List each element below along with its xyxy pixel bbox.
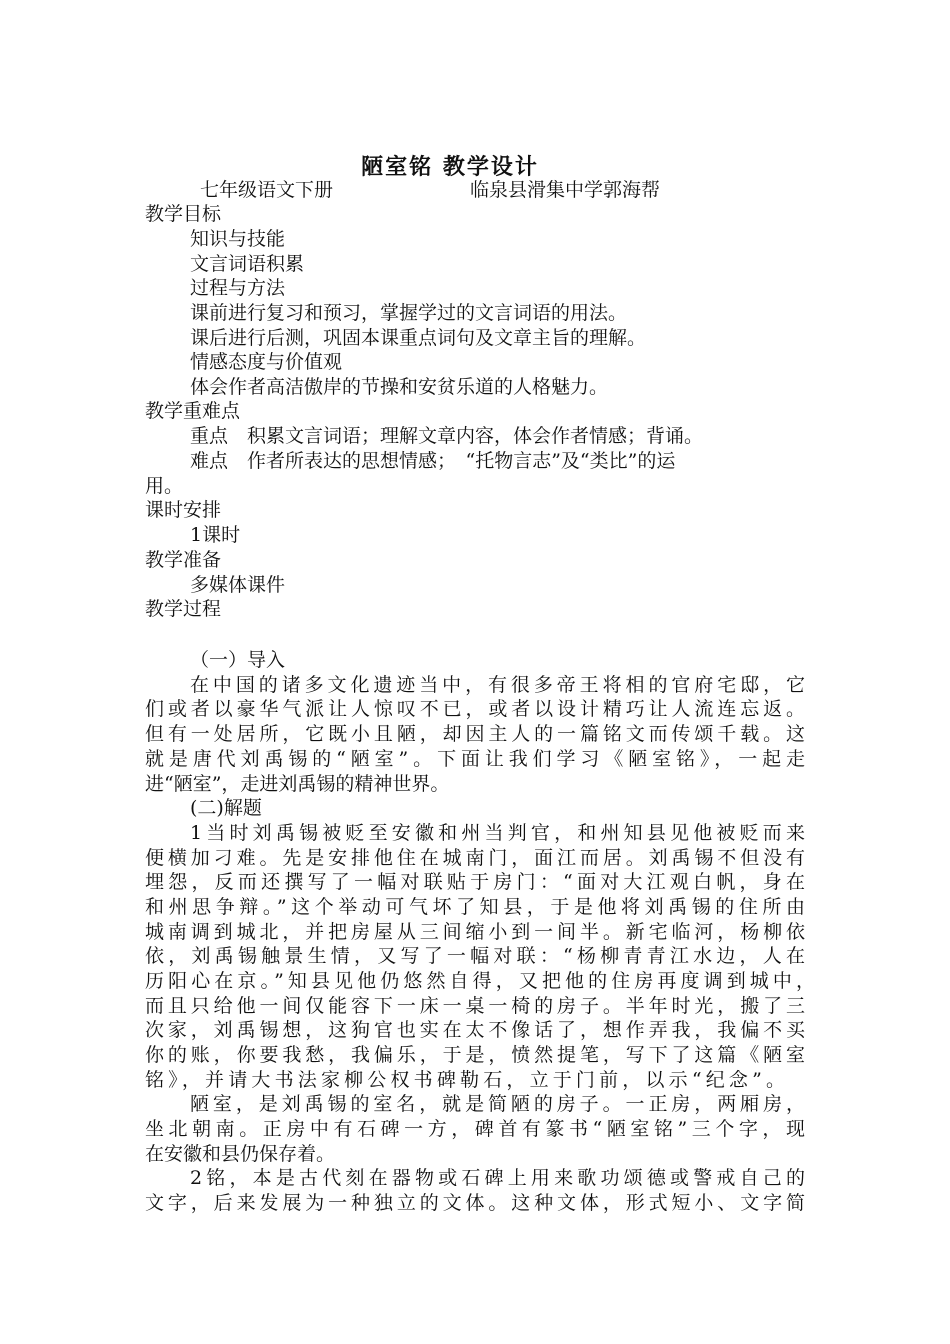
paragraph-line: 历阳心在京。”知县见他仍悠然自得，又把他的住房再度调到城中， [145, 970, 815, 992]
key-point-line: 重点 积累文言词语；理解文章内容，体会作者情感；背诵。 [190, 425, 704, 447]
difficult-point-line: 用。 [145, 475, 184, 497]
subtitle-author: 临泉县滑集中学郭海帮 [470, 179, 661, 201]
paragraph-line: 在中国的诸多文化遗迹当中，有很多帝王将相的官府宅邸，它 [190, 674, 805, 696]
paragraph-line: 文字，后来发展为一种独立的文体。这种文体，形式短小、文字简 [145, 1192, 805, 1214]
paragraph-line: 便横加刁难。先是安排他住在城南门，面江而居。刘禹锡不但没有 [145, 847, 805, 869]
paragraph-line: 但有一处居所，它既小且陋，却因主人的一篇铭文而传颂千载。这 [145, 723, 805, 745]
difficult-point-line: 难点 作者所表达的思想情感； “托物言志”及“类比”的运 [190, 450, 676, 472]
intro-heading: （一）导入 [190, 649, 286, 671]
explain-heading: (二)解题 [190, 797, 262, 819]
section-heading-preparation: 教学准备 [145, 549, 222, 571]
paragraph-line: 们或者以豪华气派让人惊叹不已，或者以设计精巧让人流连忘返。 [145, 698, 805, 720]
paragraph-line: 陋室，是刘禹锡的室名，就是简陋的房子。一正房，两厢房， [190, 1093, 805, 1115]
goal-knowledge-item: 文言词语积累 [190, 253, 305, 275]
goal-knowledge-label: 知识与技能 [190, 228, 286, 250]
paragraph-line: 城南调到城北，并把房屋从三间缩小到一间半。新宅临河，杨柳依 [145, 921, 805, 943]
paragraph-line: 你的账，你要我愁，我偏乐，于是，愤然提笔，写下了这篇《陋室 [145, 1044, 805, 1066]
subtitle-course: 七年级语文下册 [200, 179, 334, 201]
schedule-value: 1课时 [190, 524, 241, 546]
goal-process-label: 过程与方法 [190, 277, 286, 299]
section-heading-schedule: 课时安排 [145, 499, 222, 521]
paragraph-line: 坐北朝南。正房中有石碑一方，碑首有篆书“陋室铭”三个字，现 [145, 1118, 805, 1140]
paragraph-line: 埋怨，反而还撰写了一幅对联贴于房门：“面对大江观白帆，身在 [145, 871, 805, 893]
goal-process-item: 课后进行后测，巩固本课重点词句及文章主旨的理解。 [190, 327, 647, 349]
section-heading-key-points: 教学重难点 [145, 400, 241, 422]
paragraph-line: 2铭，本是古代刻在器物或石碑上用来歌功颂德或警戒自己的 [190, 1167, 805, 1189]
goal-process-item: 课前进行复习和预习，掌握学过的文言词语的用法。 [190, 302, 628, 324]
paragraph-line: 而且只给他一间仅能容下一床一桌一椅的房子。半年时光，搬了三 [145, 995, 805, 1017]
goal-emotion-item: 体会作者高洁傲岸的节操和安贫乐道的人格魅力。 [190, 376, 609, 398]
paragraph-line: 依，刘禹锡触景生情，又写了一幅对联：“杨柳青青江水边，人在 [145, 945, 805, 967]
paragraph-line: 就是唐代刘禹锡的“陋室”。下面让我们学习《陋室铭》，一起走 [145, 748, 805, 770]
preparation-value: 多媒体课件 [190, 574, 286, 596]
paragraph-line: 次家，刘禹锡想，这狗官也实在太不像话了，想作弄我，我偏不买 [145, 1019, 805, 1041]
section-heading-goals: 教学目标 [145, 203, 222, 225]
paragraph-line: 铭》，并请大书法家柳公权书碑勒石，立于门前，以示“纪念”。 [145, 1069, 785, 1091]
paragraph-line: 在安徽和县仍保存着。 [145, 1143, 336, 1165]
paragraph-line: 和州思争辩。”这个举动可气坏了知县，于是他将刘禹锡的住所由 [145, 896, 805, 918]
paragraph-line: 进“陋室”，走进刘禹锡的精神世界。 [145, 773, 450, 795]
document-title: 陋室铭 教学设计 [361, 154, 539, 180]
paragraph-line: 1当时刘禹锡被贬至安徽和州当判官，和州知县见他被贬而来 [190, 822, 805, 844]
goal-emotion-label: 情感态度与价值观 [190, 351, 343, 373]
section-heading-process: 教学过程 [145, 598, 222, 620]
